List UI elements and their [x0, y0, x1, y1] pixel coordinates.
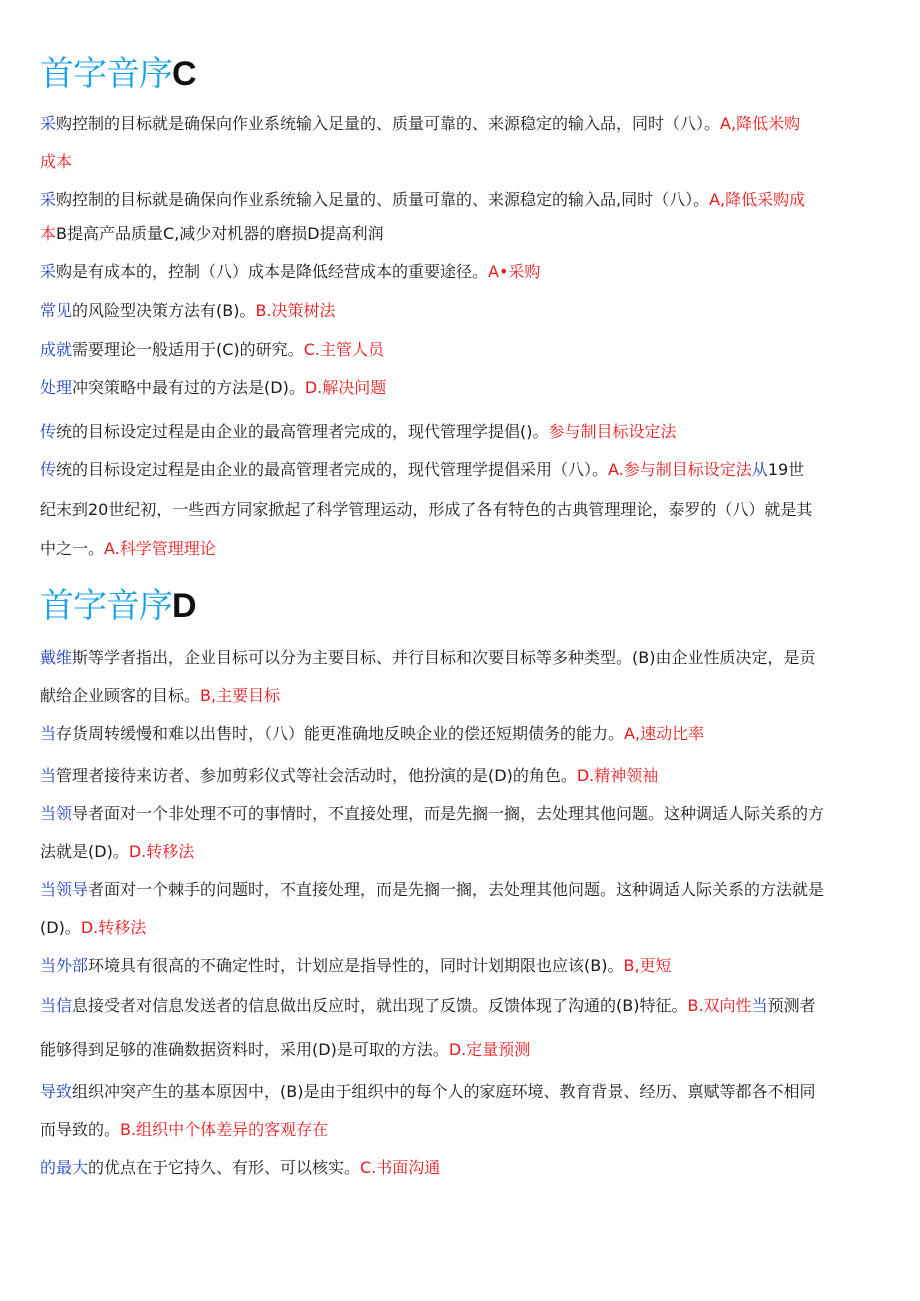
qa-line [40, 460, 804, 480]
index-keyword: 当领导 [40, 880, 89, 899]
answer-text: B.决策树法 [255, 301, 336, 320]
qa-line [40, 1158, 440, 1178]
qa-line [40, 378, 386, 398]
question-text: 组织冲突产生的基本原因中，(B)是由于组织中的每个人的家庭环境、教育背景、经历、禀赋等都各不相同 [72, 1082, 816, 1101]
question-text: 的优点在于它持久、有形、可以核实。 [88, 1158, 361, 1177]
qa-line [40, 340, 384, 360]
answer-text: D.定量预测 [448, 1040, 531, 1059]
answer-text: C.书面沟通 [360, 1158, 441, 1177]
question-text: 统的目标设定过程是由企业的最高管理者完成的，现代管理学提倡()。 [56, 422, 549, 441]
qa-line [40, 224, 384, 244]
answer-text: D.转移法 [128, 842, 195, 861]
index-keyword: 当 [40, 766, 57, 785]
index-keyword: 成就 [40, 340, 73, 359]
answer-text: 成本 [40, 152, 73, 171]
question-text: 的风险型决策方法有(B)。 [72, 301, 256, 320]
qa-line [40, 842, 194, 862]
question-text: 息接受者对信息发送者的信息做出反应时，就出现了反馈。反馈体现了沟通的(B)特征。 [72, 996, 688, 1015]
section-heading-d: 首字音序D [40, 586, 197, 626]
question-text: B提高产品质量C,减少对机器的磨损D提高利润 [56, 224, 384, 243]
question-text: 纪末到20世纪初，一些西方同家掀起了科学管理运动，形成了各有特色的古典管理理论，泰罗的（八）就是其 [40, 500, 813, 519]
qa-line [40, 648, 815, 668]
index-keyword: 传 [40, 460, 57, 479]
qa-line [40, 880, 824, 900]
question-text: (D)。 [40, 918, 81, 937]
qa-line [40, 114, 800, 134]
question-text: 19世 [767, 460, 805, 479]
qa-line [40, 500, 812, 520]
answer-text: A,速动比率 [624, 724, 705, 743]
question-text: 需要理论一般适用于(C)的研究。 [72, 340, 304, 359]
index-keyword: 当领 [40, 804, 73, 823]
index-keyword: 采 [40, 190, 57, 209]
qa-line [40, 956, 672, 976]
question-text: 者面对一个棘手的问题时，不直接处理，而是先搁一搁，去处理其他问题。这种调适人际关系的方法就是 [88, 880, 825, 899]
index-keyword: 当外部 [40, 956, 89, 975]
question-text: 购控制的目标就是确保向作业系统输入足量的、质量可靠的、来源稳定的输入品，同时（八）。 [56, 114, 721, 133]
question-text: 斯等学者指出，企业目标可以分为主要目标、并行目标和次要目标等多种类型。(B)由企业性质决定，是贡 [72, 648, 816, 667]
question-text: 导者面对一个非处理不可的事情时，不直接处理，而是先搁一搁，去处理其他问题。这种调适人际关系的方 [72, 804, 825, 823]
index-keyword: 常见 [40, 301, 73, 320]
answer-text: A•采购 [488, 262, 541, 281]
index-keyword: 当 [40, 724, 57, 743]
answer-text: B.组织中个体差异的客观存在 [120, 1120, 329, 1139]
index-keyword: 的最大 [40, 1158, 89, 1177]
question-text: 中之一。 [40, 539, 105, 558]
qa-line [40, 262, 540, 282]
qa-line [40, 918, 146, 938]
answer-text: D.解决问题 [304, 378, 387, 397]
qa-line [40, 1040, 530, 1060]
answer-text: B,主要目标 [200, 686, 281, 705]
qa-line [40, 766, 658, 786]
qa-line [40, 152, 72, 172]
qa-line [40, 686, 280, 706]
qa-line [40, 539, 216, 559]
index-keyword: 采 [40, 262, 57, 281]
qa-line [40, 422, 677, 442]
answer-text: B,更短 [623, 956, 672, 975]
section-heading-c: 首字音序C [40, 54, 197, 94]
question-text: 购控制的目标就是确保向作业系统输入足量的、质量可靠的、来源稳定的输入品,同时（八）。 [56, 190, 710, 209]
answer-text: 本 [40, 224, 57, 243]
index-keyword: 当信 [40, 996, 73, 1015]
question-text: 献给企业顾客的目标。 [40, 686, 201, 705]
question-text: 预测者 [767, 996, 816, 1015]
question-text: 购是有成本的，控制（八）成本是降低经营成本的重要途径。 [56, 262, 489, 281]
question-text: 冲突策略中最有过的方法是(D)。 [72, 378, 305, 397]
index-keyword: 戴维 [40, 648, 73, 667]
answer-text: A,降低米购 [720, 114, 801, 133]
qa-line [40, 190, 805, 210]
index-keyword: 导致 [40, 1082, 73, 1101]
qa-line [40, 301, 336, 321]
index-keyword: 当 [751, 996, 768, 1015]
qa-line [40, 804, 824, 824]
answer-text: 参与制目标设定法 [548, 422, 677, 441]
question-text: 统的目标设定过程是由企业的最高管理者完成的，现代管理学提倡采用（八）。 [56, 460, 609, 479]
answer-text: A,降低采购成 [709, 190, 806, 209]
answer-text: B.双向性 [687, 996, 752, 1015]
question-text: 能够得到足够的准确数据资料时，采用(D)是可取的方法。 [40, 1040, 449, 1059]
question-text: 存货周转缓慢和难以出售时，（八）能更准确地反映企业的偿还短期债务的能力。 [56, 724, 625, 743]
answer-text: D.精神领袖 [576, 766, 659, 785]
index-keyword: 从 [751, 460, 768, 479]
answer-text: A.参与制目标设定法 [608, 460, 752, 479]
answer-text: A.科学管理理论 [104, 539, 216, 558]
qa-line [40, 1082, 815, 1102]
index-keyword: 处理 [40, 378, 73, 397]
qa-line [40, 996, 816, 1016]
question-text: 环境具有很高的不确定性时，计划应是指导性的，同时计划期限也应该(B)。 [88, 956, 624, 975]
index-keyword: 传 [40, 422, 57, 441]
answer-text: D.转移法 [80, 918, 147, 937]
answer-text: C.主管人员 [303, 340, 384, 359]
index-keyword: 采 [40, 114, 57, 133]
question-text: 管理者接待来访者、参加剪彩仪式等社会活动时，他扮演的是(D)的角色。 [56, 766, 577, 785]
qa-line [40, 1120, 328, 1140]
question-text: 而导致的。 [40, 1120, 121, 1139]
question-text: 法就是(D)。 [40, 842, 129, 861]
qa-line [40, 724, 704, 744]
